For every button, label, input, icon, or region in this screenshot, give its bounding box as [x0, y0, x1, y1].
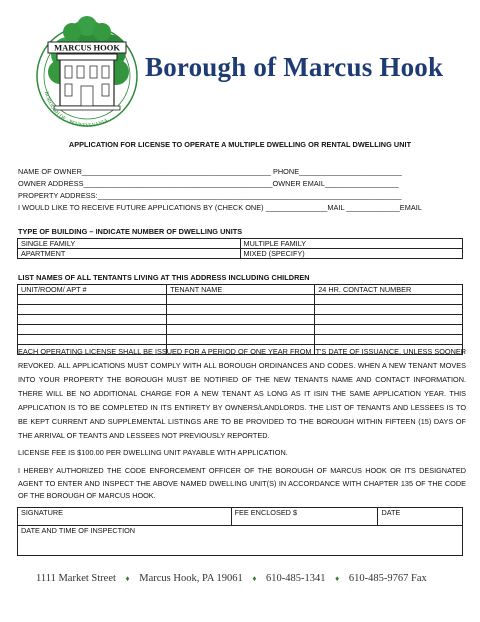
tenant-name-cell[interactable]: [167, 295, 315, 305]
unit-cell[interactable]: [18, 295, 167, 305]
signature-field[interactable]: SIGNATURE: [18, 508, 232, 526]
tenant-name-cell[interactable]: [167, 305, 315, 315]
owner-address-email-line[interactable]: OWNER ADDRESS______________________________________________OWNER EMAIL__________________: [18, 179, 399, 188]
contact-cell[interactable]: [315, 325, 463, 335]
col-unit: UNIT/ROOM/ APT #: [18, 285, 167, 295]
seal-banner-text: MARCUS HOOK: [54, 42, 120, 53]
contact-cell[interactable]: [315, 315, 463, 325]
unit-cell[interactable]: [18, 315, 167, 325]
tenant-name-cell[interactable]: [167, 335, 315, 345]
contact-cell[interactable]: [315, 305, 463, 315]
tenants-header-row: [18, 285, 463, 295]
footer-fax: 610-485-9767 Fax: [348, 573, 427, 584]
page-title: Borough of Marcus Hook: [145, 52, 444, 82]
footer-street: 1111 Market Street: [36, 573, 116, 584]
col-tenant-name: TENANT NAME: [167, 285, 315, 295]
tenant-name-cell[interactable]: [167, 315, 315, 325]
seal-graphic: [30, 14, 146, 142]
multiple-family-cell[interactable]: MULTIPLE FAMILY: [240, 239, 463, 249]
authorization-paragraph: I HEREBY AUTHORIZED THE CODE ENFORCEMENT OFFICER OF THE BOROUGH OF MARCUS HOOK OR ITS DESIGNATED AGENT TO ENTER AND INSPECT THE ABOVE NAMED DWELLING UNIT(S) IN ACCORDANCE WITH CHAPTER 135 OF THE CODE OF THE BOROUGH OF MARCUS HOOK.: [18, 466, 466, 500]
owner-name-phone-line[interactable]: NAME OF OWNER______________________________________________ PHONE_________________________: [18, 167, 402, 176]
table-row[interactable]: [18, 295, 463, 305]
diamond-icon: ♦: [335, 574, 340, 583]
fee-enclosed-field[interactable]: FEE ENCLOSED $: [231, 508, 378, 526]
delivery-preference-line[interactable]: I WOULD LIKE TO RECEIVE FUTURE APPLICATIONS BY (CHECK ONE) _______________MAIL _____________EMAIL: [18, 203, 422, 212]
footer-city: Marcus Hook, PA 19061: [139, 573, 243, 584]
contact-cell[interactable]: [315, 295, 463, 305]
form-title: APPLICATION FOR LICENSE TO OPERATE A MULTIPLE DWELLING OR RENTAL DWELLING UNIT: [68, 140, 412, 149]
property-address-line[interactable]: PROPERTY ADDRESS:__________________________________________________________________________: [18, 191, 402, 200]
tenants-heading: LIST NAMES OF ALL TENTANTS LIVING AT THIS ADDRESS INCLUDING CHILDREN: [18, 273, 310, 282]
mixed-cell[interactable]: MIXED (SPECIFY): [240, 249, 463, 259]
apartment-cell[interactable]: APARTMENT: [18, 249, 241, 259]
unit-cell[interactable]: [18, 305, 167, 315]
footer-phone: 610-485-1341: [266, 573, 326, 584]
diamond-icon: ♦: [125, 574, 130, 583]
contact-cell[interactable]: [315, 335, 463, 345]
seal-ring-text: BOROUGH OF · PENNSYLVANIA: [42, 91, 110, 129]
table-row[interactable]: [18, 335, 463, 345]
single-family-cell[interactable]: SINGLE FAMILY: [18, 239, 241, 249]
unit-cell[interactable]: [18, 335, 167, 345]
table-row[interactable]: [18, 305, 463, 315]
date-field[interactable]: DATE: [378, 508, 463, 526]
inspection-date-time-field[interactable]: DATE AND TIME OF INSPECTION: [18, 526, 463, 556]
building-type-table: [17, 238, 463, 259]
tenant-name-cell[interactable]: [167, 325, 315, 335]
building-type-heading: TYPE OF BUILDING – INDICATE NUMBER OF DWELLING UNITS: [18, 227, 243, 236]
borough-seal: [30, 14, 146, 142]
col-contact-number: 24 HR. CONTACT NUMBER: [315, 285, 463, 295]
unit-cell[interactable]: [18, 325, 167, 335]
footer-contact: [36, 573, 427, 584]
signature-table: [17, 507, 463, 556]
table-row[interactable]: [18, 315, 463, 325]
license-fee-text: LICENSE FEE IS $100.00 PER DWELLING UNIT PAYABLE WITH APPLICATION.: [18, 448, 288, 457]
license-terms-paragraph: EACH OPERATING LICENSE SHALL BE ISSUED FOR A PERIOD OF ONE YEAR FROM IT'S DATE OF ISSUANCE, UNLESS SOONER REVOKED. ALL APPLICATIONS MUST COMPLY WITH ALL BOROUGH ORDINANCES AND CODES. WHEN A NEW TENANT MOVES INTO YOUR PROPERTY THE BOROUGH MUST BE NOTIFIED OF THE NEW TENANTS NAME AND CONTACT INFORMATION. THERE WILL BE NO ADDITIONAL CHARGE FOR A NEW TENANT AS LONG AS IT ISIN THE SAME APPLICATION YEAR. THIS APPLICATION IS TO BE COMPLETED IN ITS ENTIRETY BY OWNERS/LANDLORDS. THE LIST OF TENANTS AND LESSEES IS TO BE KEPT CURRENT AND SUPPLEMENTAL LISTINGS ARE TO BE PROVIDED TO THE BOROUGH WITHIN FIFTEEN (15) DAYS OF THE ARRIVAL OF TEANTS AND LESSEES NOT PREVIOUSLY REPORTED.: [18, 347, 466, 440]
table-row[interactable]: [18, 325, 463, 335]
diamond-icon: ♦: [252, 574, 257, 583]
